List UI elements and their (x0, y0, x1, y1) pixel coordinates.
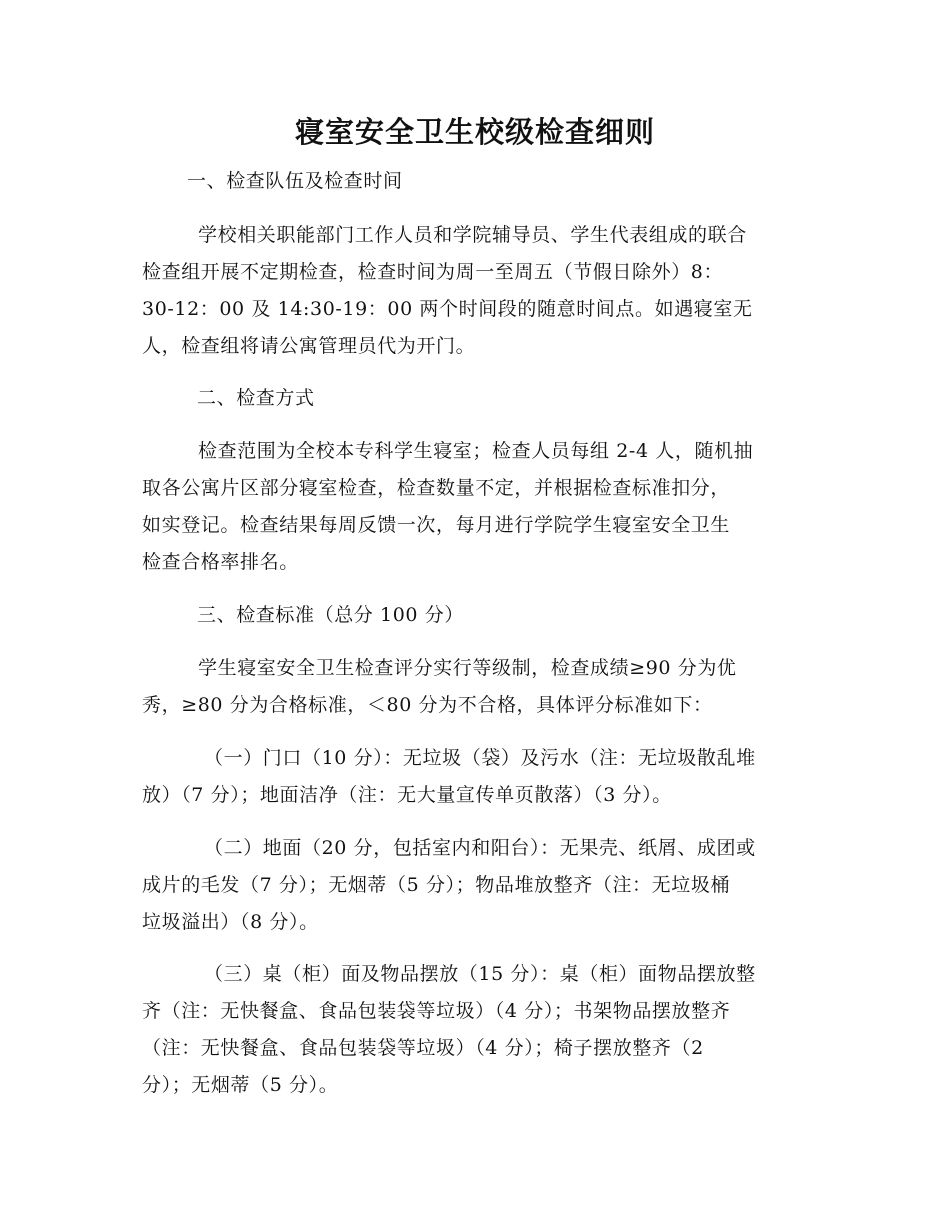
paragraph-line: 齐（注：无快餐盒、食品包装袋等垃圾）（4 分）；书架物品摆放整齐 (142, 1000, 731, 1022)
paragraph-line: 人，检查组将请公寓管理员代为开门。 (142, 335, 476, 357)
paragraph-line: 学生寝室安全卫生检查评分实行等级制，检查成绩≥90 分为优 (198, 657, 737, 679)
criteria-item-3 (142, 956, 814, 1104)
paragraph-line: 学校相关职能部门工作人员和学院辅导员、学生代表组成的联合 (198, 224, 747, 246)
paragraph-line: 检查组开展不定期检查，检查时间为周一至周五（节假日除外）8： (142, 261, 724, 283)
paragraph-line: 取各公寓片区部分寝室检查，检查数量不定，并根据检查标准扣分， (142, 477, 731, 499)
paragraph-line: 检查合格率排名。 (142, 551, 299, 573)
paragraph-line: （一）门口（10 分）：无垃圾（袋）及污水（注：无垃圾散乱堆 (204, 747, 756, 769)
section-paragraph-1 (142, 217, 814, 365)
paragraph-line: 成片的毛发（7 分）；无烟蒂（5 分）；物品堆放整齐（注：无垃圾桶 (142, 874, 731, 896)
section-paragraph-2 (142, 433, 814, 581)
paragraph-line: 分）；无烟蒂（5 分）。 (142, 1074, 339, 1096)
criteria-item-2 (142, 830, 814, 941)
paragraph-line: （注：无快餐盒、食品包装袋等垃圾）（4 分）；椅子摆放整齐（2 (142, 1037, 704, 1059)
document-title: 寝室安全卫生校级检查细则 (294, 115, 655, 149)
section-heading-3: 三、检查标准（总分 100 分） (197, 604, 464, 626)
section-3-intro (142, 650, 814, 724)
paragraph-line: （三）桌（柜）面及物品摆放（15 分）：桌（柜）面物品摆放整 (204, 963, 756, 985)
criteria-item-1 (142, 740, 814, 814)
paragraph-line: （二）地面（20 分，包括室内和阳台）：无果壳、纸屑、成团或 (204, 837, 756, 859)
section-heading-1: 一、检查队伍及检查时间 (187, 170, 403, 192)
paragraph-line: 30-12：00 及 14:30-19：00 两个时间段的随意时间点。如遇寝室无 (142, 298, 753, 320)
paragraph-line: 如实登记。检查结果每周反馈一次，每月进行学院学生寝室安全卫生 (142, 514, 731, 536)
paragraph-line: 秀，≥80 分为合格标准，＜80 分为不合格，具体评分标准如下： (142, 694, 713, 716)
section-heading-2: 二、检查方式 (197, 387, 315, 409)
paragraph-line: 检查范围为全校本专科学生寝室；检查人员每组 2-4 人，随机抽 (198, 440, 754, 462)
paragraph-line: 放）（7 分）；地面洁净（注：无大量宣传单页散落）（3 分）。 (142, 784, 672, 806)
paragraph-line: 垃圾溢出）（8 分）。 (142, 911, 319, 933)
